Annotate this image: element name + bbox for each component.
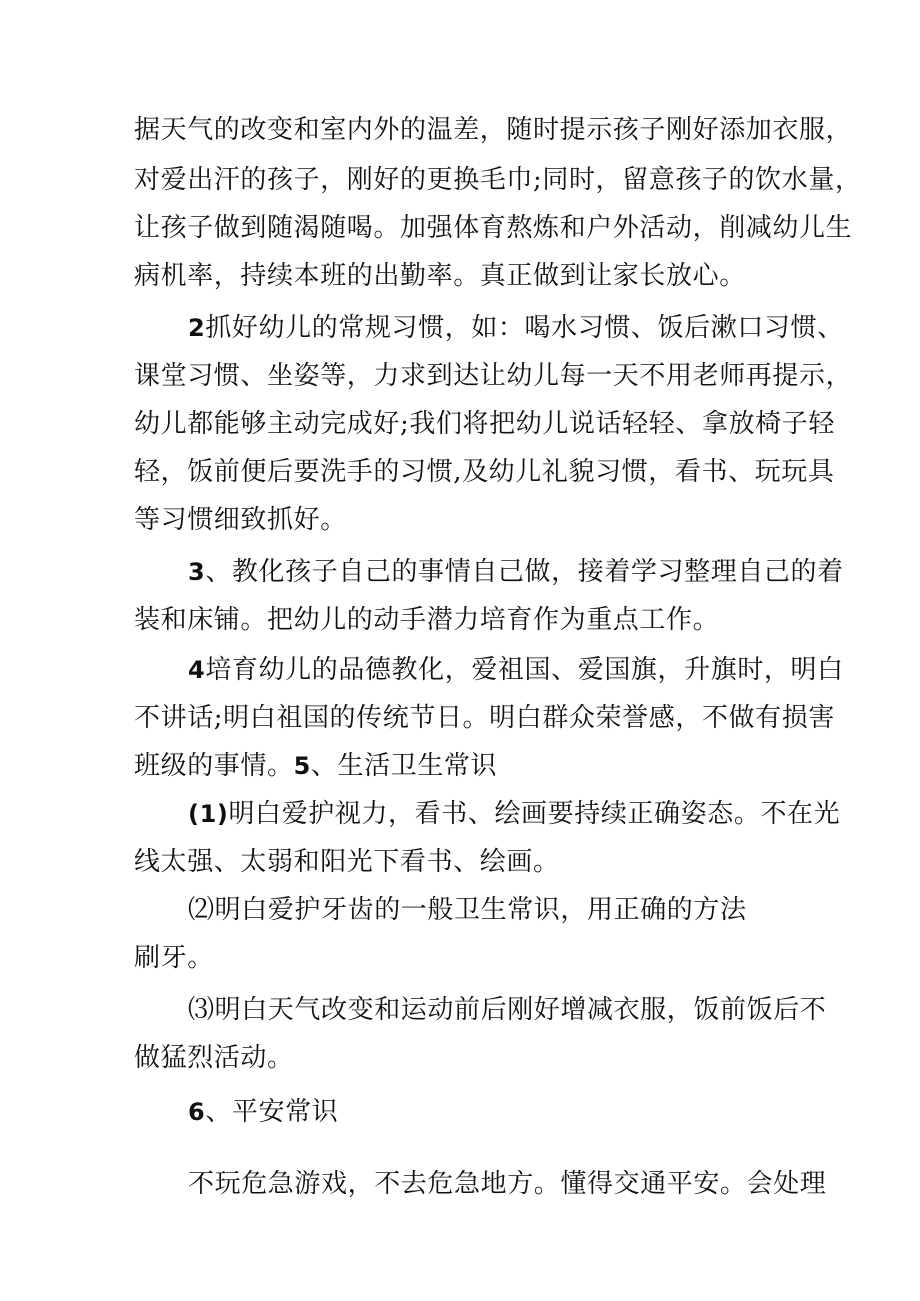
paragraph-text: 、生活卫生常识 [310, 751, 498, 781]
paragraph-line: 轻，饭前便后要洗手的习惯,及幼儿礼貌习惯，看书、玩玩具 [134, 457, 835, 487]
paragraph-text: 抓好幼儿的常规习惯，如：喝水习惯、饭后漱口习惯、 [205, 313, 844, 343]
item-number: 6 [188, 1098, 206, 1126]
item-number: 3 [188, 558, 206, 586]
paragraph-line [188, 655, 844, 685]
paragraph-text: 明白爱护视力，看书、绘画要持续正确姿态。不在光 [228, 799, 841, 829]
paragraph-text: 、教化孩子自己的事情自己做，接着学习整理自己的着 [205, 557, 844, 587]
paragraph-line: ⑶明白天气改变和运动前后刚好增减衣服，饭前饭后不 [188, 995, 827, 1025]
paragraph-line: ⑵明白爱护牙齿的一般卫生常识，用正确的方法 [188, 895, 747, 925]
paragraph-line: 对爱出汗的孩子，刚好的更换毛巾;同时，留意孩子的饮水量， [134, 165, 862, 195]
item-number: 5 [293, 752, 311, 780]
paragraph-line: 做猛烈活动。 [134, 1043, 294, 1073]
paragraph-line [188, 313, 844, 343]
paragraph-line [188, 799, 840, 829]
paragraph-text: 培育幼儿的品德教化，爱祖国、爱国旗，升旗时，明白 [205, 655, 844, 685]
item-number: 2 [188, 314, 206, 342]
item-number: 4 [188, 656, 206, 684]
paragraph-line [188, 1097, 338, 1127]
paragraph-line: 等习惯细致抓好。 [134, 505, 347, 535]
paragraph-line: 装和床铺。把幼儿的动手潜力培育作为重点工作。 [134, 605, 720, 635]
paragraph-line: 据天气的改变和室内外的温差，随时提示孩子刚好添加衣服， [134, 115, 853, 145]
paragraph-text: 班级的事情。 [134, 751, 294, 781]
paragraph-line: 让孩子做到随渴随喝。加强体育熬炼和户外活动，削减幼儿生 [134, 213, 853, 243]
paragraph-line: 不讲话;明白祖国的传统节日。明白群众荣誉感，不做有损害 [134, 703, 835, 733]
paragraph-text: 、平安常识 [205, 1097, 339, 1127]
paragraph-line: 刷牙。 [134, 943, 214, 973]
paragraph-line: 课堂习惯、坐姿等，力求到达让幼儿每一天不用老师再提示， [134, 361, 853, 391]
paragraph-line [134, 751, 497, 781]
item-number: (1) [188, 800, 229, 828]
paragraph-line: 线太强、太弱和阳光下看书、绘画。 [134, 847, 560, 877]
paragraph-line [188, 557, 844, 587]
paragraph-line: 不玩危急游戏，不去危急地方。懂得交通平安。会处理 [188, 1169, 827, 1199]
paragraph-line: 病机率，持续本班的出勤率。真正做到让家长放心。 [134, 261, 746, 291]
paragraph-line: 幼儿都能够主动完成好;我们将把幼儿说话轻轻、拿放椅子轻 [134, 409, 835, 439]
